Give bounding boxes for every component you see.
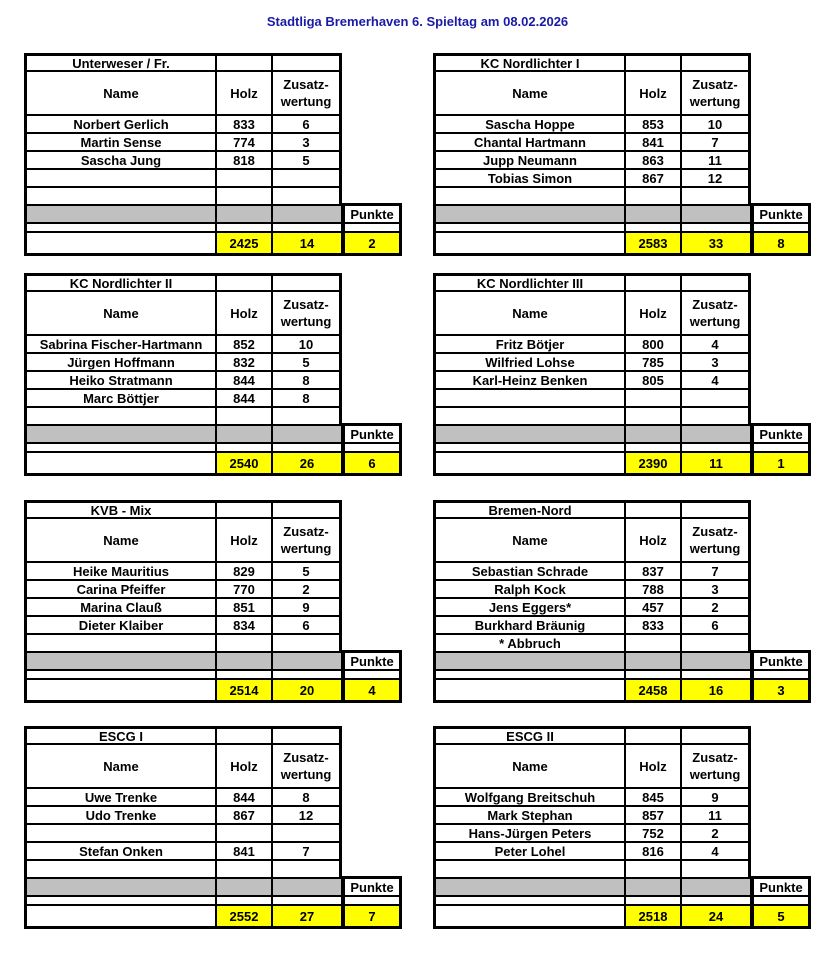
spacer-cell — [216, 443, 272, 452]
spacer-cell — [433, 223, 625, 232]
player-holz: 867 — [216, 806, 272, 824]
total-punkte: 4 — [342, 679, 402, 703]
player-holz: 829 — [216, 562, 272, 580]
header-holz: Holz — [216, 71, 272, 115]
player-zusatzwertung: 9 — [272, 598, 342, 616]
player-name — [24, 407, 216, 425]
empty-cell — [625, 726, 681, 744]
player-zusatzwertung: 5 — [272, 151, 342, 169]
separator-cell — [272, 652, 342, 670]
spacer-cell — [342, 443, 402, 452]
player-holz — [216, 169, 272, 187]
total-holz: 2458 — [625, 679, 681, 703]
player-holz: 857 — [625, 806, 681, 824]
separator-cell — [625, 205, 681, 223]
player-zusatzwertung: 8 — [272, 371, 342, 389]
empty-cell — [625, 500, 681, 518]
player-name: Peter Lohel — [433, 842, 625, 860]
player-holz — [216, 860, 272, 878]
separator-cell — [625, 878, 681, 896]
header-zusatz-line1: Zusatz- — [692, 750, 738, 765]
total-label-cell — [433, 452, 625, 476]
empty-cell — [681, 726, 751, 744]
spacer-cell — [216, 223, 272, 232]
player-zusatzwertung: 7 — [681, 562, 751, 580]
total-holz: 2583 — [625, 232, 681, 256]
player-name: Heiko Stratmann — [24, 371, 216, 389]
player-name: Chantal Hartmann — [433, 133, 625, 151]
total-label-cell — [24, 905, 216, 929]
separator-cell — [24, 205, 216, 223]
total-holz: 2518 — [625, 905, 681, 929]
header-punkte: Punkte — [342, 876, 402, 896]
player-zusatzwertung: 8 — [272, 788, 342, 806]
empty-cell — [216, 500, 272, 518]
spacer-cell — [751, 670, 811, 679]
player-holz — [625, 187, 681, 205]
separator-cell — [24, 425, 216, 443]
separator-cell — [272, 205, 342, 223]
player-name — [433, 407, 625, 425]
team-name: ESCG I — [24, 726, 216, 744]
spacer-cell — [272, 443, 342, 452]
header-name: Name — [433, 518, 625, 562]
total-zusatzwertung: 24 — [681, 905, 751, 929]
player-zusatzwertung — [681, 407, 751, 425]
player-name — [24, 634, 216, 652]
player-zusatzwertung: 6 — [272, 616, 342, 634]
player-name: Dieter Klaiber — [24, 616, 216, 634]
header-zusatz-line1: Zusatz- — [283, 524, 329, 539]
header-name: Name — [24, 744, 216, 788]
player-holz: 867 — [625, 169, 681, 187]
player-name: Jupp Neumann — [433, 151, 625, 169]
player-zusatzwertung: 2 — [681, 598, 751, 616]
spacer-cell — [681, 896, 751, 905]
player-holz: 841 — [216, 842, 272, 860]
player-holz: 845 — [625, 788, 681, 806]
player-name: Fritz Bötjer — [433, 335, 625, 353]
header-zusatzwertung — [681, 518, 751, 562]
total-zusatzwertung: 14 — [272, 232, 342, 256]
player-zusatzwertung: 7 — [681, 133, 751, 151]
header-name: Name — [433, 744, 625, 788]
empty-cell — [625, 53, 681, 71]
header-punkte: Punkte — [751, 203, 811, 223]
player-holz: 853 — [625, 115, 681, 133]
player-zusatzwertung: 3 — [272, 133, 342, 151]
player-name: Sabrina Fischer-Hartmann — [24, 335, 216, 353]
empty-cell — [272, 726, 342, 744]
header-zusatz-line2: wertung — [280, 314, 332, 329]
separator-cell — [681, 205, 751, 223]
player-holz: 844 — [216, 389, 272, 407]
separator-cell — [433, 425, 625, 443]
player-zusatzwertung — [272, 187, 342, 205]
total-zusatzwertung: 20 — [272, 679, 342, 703]
spacer-cell — [625, 443, 681, 452]
team-table — [433, 53, 813, 258]
total-zusatzwertung: 27 — [272, 905, 342, 929]
spacer-cell — [625, 670, 681, 679]
player-zusatzwertung: 5 — [272, 353, 342, 371]
separator-cell — [24, 652, 216, 670]
team-table — [24, 53, 404, 258]
header-zusatzwertung — [681, 744, 751, 788]
total-label-cell — [24, 679, 216, 703]
player-zusatzwertung: 12 — [681, 169, 751, 187]
player-holz: 816 — [625, 842, 681, 860]
player-name: Sebastian Schrade — [433, 562, 625, 580]
spacer-cell — [751, 896, 811, 905]
spacer-cell — [433, 670, 625, 679]
spacer-cell — [24, 223, 216, 232]
spacer-cell — [625, 223, 681, 232]
player-zusatzwertung: 8 — [272, 389, 342, 407]
player-holz — [216, 187, 272, 205]
separator-cell — [681, 652, 751, 670]
header-holz: Holz — [625, 291, 681, 335]
team-name: Bremen-Nord — [433, 500, 625, 518]
header-zusatzwertung — [272, 518, 342, 562]
header-zusatz-line1: Zusatz- — [283, 77, 329, 92]
empty-cell — [272, 273, 342, 291]
separator-cell — [216, 652, 272, 670]
header-zusatz-line2: wertung — [280, 541, 332, 556]
player-holz: 785 — [625, 353, 681, 371]
spacer-cell — [24, 896, 216, 905]
player-zusatzwertung: 6 — [272, 115, 342, 133]
total-punkte: 6 — [342, 452, 402, 476]
empty-cell — [272, 500, 342, 518]
header-punkte: Punkte — [342, 203, 402, 223]
team-table — [24, 500, 404, 705]
header-zusatzwertung — [681, 291, 751, 335]
header-holz: Holz — [216, 744, 272, 788]
header-name: Name — [24, 518, 216, 562]
header-zusatz-line1: Zusatz- — [692, 524, 738, 539]
player-zusatzwertung: 4 — [681, 335, 751, 353]
player-name: Sascha Jung — [24, 151, 216, 169]
header-holz: Holz — [625, 744, 681, 788]
total-punkte: 7 — [342, 905, 402, 929]
header-zusatz-line2: wertung — [689, 767, 741, 782]
header-holz: Holz — [625, 71, 681, 115]
player-zusatzwertung: 11 — [681, 806, 751, 824]
header-zusatzwertung — [681, 71, 751, 115]
player-zusatzwertung: 4 — [681, 371, 751, 389]
total-label-cell — [24, 232, 216, 256]
header-zusatz-line1: Zusatz- — [283, 750, 329, 765]
page-title: Stadtliga Bremerhaven 6. Spieltag am 08.02.2026 — [266, 14, 569, 29]
player-holz: 457 — [625, 598, 681, 616]
separator-cell — [24, 878, 216, 896]
total-holz: 2552 — [216, 905, 272, 929]
header-name: Name — [433, 291, 625, 335]
player-name: Burkhard Bräunig — [433, 616, 625, 634]
player-holz: 805 — [625, 371, 681, 389]
spacer-cell — [751, 223, 811, 232]
player-zusatzwertung — [681, 634, 751, 652]
player-name — [24, 860, 216, 878]
player-holz: 844 — [216, 371, 272, 389]
spacer-cell — [681, 223, 751, 232]
player-holz: 837 — [625, 562, 681, 580]
player-name: Jens Eggers* — [433, 598, 625, 616]
player-name: Mark Stephan — [433, 806, 625, 824]
player-zusatzwertung: 7 — [272, 842, 342, 860]
player-holz: 788 — [625, 580, 681, 598]
total-zusatzwertung: 11 — [681, 452, 751, 476]
player-holz: 752 — [625, 824, 681, 842]
total-punkte: 8 — [751, 232, 811, 256]
player-name: Marina Clauß — [24, 598, 216, 616]
team-name: KC Nordlichter II — [24, 273, 216, 291]
player-name: Martin Sense — [24, 133, 216, 151]
separator-cell — [433, 652, 625, 670]
spacer-cell — [272, 223, 342, 232]
total-holz: 2540 — [216, 452, 272, 476]
player-name: Hans-Jürgen Peters — [433, 824, 625, 842]
player-name: Udo Trenke — [24, 806, 216, 824]
separator-cell — [272, 425, 342, 443]
total-label-cell — [433, 232, 625, 256]
player-zusatzwertung — [272, 860, 342, 878]
total-zusatzwertung: 16 — [681, 679, 751, 703]
header-name: Name — [24, 71, 216, 115]
empty-cell — [681, 53, 751, 71]
player-holz: 852 — [216, 335, 272, 353]
spacer-cell — [272, 670, 342, 679]
player-name — [24, 187, 216, 205]
player-zusatzwertung — [272, 634, 342, 652]
separator-cell — [625, 425, 681, 443]
player-zusatzwertung: 3 — [681, 353, 751, 371]
header-holz: Holz — [625, 518, 681, 562]
player-name: Marc Böttjer — [24, 389, 216, 407]
player-name: Tobias Simon — [433, 169, 625, 187]
player-zusatzwertung: 6 — [681, 616, 751, 634]
player-name: Wilfried Lohse — [433, 353, 625, 371]
spacer-cell — [342, 896, 402, 905]
header-name: Name — [24, 291, 216, 335]
spacer-cell — [24, 670, 216, 679]
player-holz — [625, 860, 681, 878]
spacer-cell — [625, 896, 681, 905]
spacer-cell — [433, 443, 625, 452]
total-holz: 2390 — [625, 452, 681, 476]
player-name: Uwe Trenke — [24, 788, 216, 806]
header-punkte: Punkte — [751, 876, 811, 896]
team-name: KVB - Mix — [24, 500, 216, 518]
total-zusatzwertung: 26 — [272, 452, 342, 476]
player-holz: 841 — [625, 133, 681, 151]
total-holz: 2514 — [216, 679, 272, 703]
player-name — [24, 824, 216, 842]
header-punkte: Punkte — [751, 650, 811, 670]
header-zusatz-line1: Zusatz- — [692, 77, 738, 92]
player-holz — [625, 634, 681, 652]
player-zusatzwertung — [272, 824, 342, 842]
player-name: Carina Pfeiffer — [24, 580, 216, 598]
total-label-cell — [433, 905, 625, 929]
player-holz: 770 — [216, 580, 272, 598]
player-name — [433, 187, 625, 205]
spacer-cell — [342, 223, 402, 232]
empty-cell — [681, 273, 751, 291]
player-zusatzwertung: 11 — [681, 151, 751, 169]
empty-cell — [216, 53, 272, 71]
player-holz: 774 — [216, 133, 272, 151]
empty-cell — [625, 273, 681, 291]
player-holz: 833 — [216, 115, 272, 133]
header-name: Name — [433, 71, 625, 115]
player-name: Ralph Kock — [433, 580, 625, 598]
player-holz — [625, 407, 681, 425]
player-holz — [216, 634, 272, 652]
player-zusatzwertung: 12 — [272, 806, 342, 824]
team-table — [433, 273, 813, 478]
empty-cell — [216, 273, 272, 291]
player-name — [433, 389, 625, 407]
separator-cell — [681, 425, 751, 443]
team-name: KC Nordlichter III — [433, 273, 625, 291]
header-punkte: Punkte — [342, 423, 402, 443]
player-name: Norbert Gerlich — [24, 115, 216, 133]
header-zusatzwertung — [272, 291, 342, 335]
header-zusatz-line1: Zusatz- — [692, 297, 738, 312]
spacer-cell — [433, 896, 625, 905]
header-zusatz-line1: Zusatz- — [283, 297, 329, 312]
spacer-cell — [24, 443, 216, 452]
total-label-cell — [433, 679, 625, 703]
total-holz: 2425 — [216, 232, 272, 256]
player-holz — [216, 824, 272, 842]
player-name: Wolfgang Breitschuh — [433, 788, 625, 806]
separator-cell — [216, 205, 272, 223]
player-holz: 844 — [216, 788, 272, 806]
player-name: Heike Mauritius — [24, 562, 216, 580]
header-zusatz-line2: wertung — [689, 541, 741, 556]
player-zusatzwertung — [272, 169, 342, 187]
player-name: Jürgen Hoffmann — [24, 353, 216, 371]
header-holz: Holz — [216, 291, 272, 335]
header-zusatz-line2: wertung — [689, 314, 741, 329]
separator-cell — [433, 205, 625, 223]
player-zusatzwertung: 3 — [681, 580, 751, 598]
header-zusatz-line2: wertung — [689, 94, 741, 109]
player-zusatzwertung: 2 — [681, 824, 751, 842]
total-label-cell — [24, 452, 216, 476]
spacer-cell — [216, 896, 272, 905]
player-holz: 800 — [625, 335, 681, 353]
header-holz: Holz — [216, 518, 272, 562]
player-zusatzwertung — [681, 860, 751, 878]
player-holz: 863 — [625, 151, 681, 169]
spacer-cell — [751, 443, 811, 452]
team-name: KC Nordlichter I — [433, 53, 625, 71]
player-name — [433, 860, 625, 878]
player-zusatzwertung — [272, 407, 342, 425]
player-holz: 818 — [216, 151, 272, 169]
header-zusatz-line2: wertung — [280, 767, 332, 782]
player-name — [24, 169, 216, 187]
header-punkte: Punkte — [751, 423, 811, 443]
player-name: Karl-Heinz Benken — [433, 371, 625, 389]
player-holz: 832 — [216, 353, 272, 371]
player-holz — [625, 389, 681, 407]
spacer-cell — [216, 670, 272, 679]
player-zusatzwertung: 9 — [681, 788, 751, 806]
team-table — [24, 273, 404, 478]
spacer-cell — [681, 443, 751, 452]
team-table — [24, 726, 404, 931]
header-zusatz-line2: wertung — [280, 94, 332, 109]
player-name: * Abbruch — [433, 634, 625, 652]
header-punkte: Punkte — [342, 650, 402, 670]
player-zusatzwertung — [681, 389, 751, 407]
header-zusatzwertung — [272, 71, 342, 115]
total-punkte: 3 — [751, 679, 811, 703]
total-zusatzwertung: 33 — [681, 232, 751, 256]
separator-cell — [681, 878, 751, 896]
player-zusatzwertung: 2 — [272, 580, 342, 598]
player-zusatzwertung: 10 — [272, 335, 342, 353]
player-name: Stefan Onken — [24, 842, 216, 860]
separator-cell — [216, 425, 272, 443]
player-holz — [216, 407, 272, 425]
team-name: Unterweser / Fr. — [24, 53, 216, 71]
spacer-cell — [342, 670, 402, 679]
spacer-cell — [272, 896, 342, 905]
separator-cell — [272, 878, 342, 896]
total-punkte: 1 — [751, 452, 811, 476]
empty-cell — [681, 500, 751, 518]
player-zusatzwertung — [681, 187, 751, 205]
empty-cell — [216, 726, 272, 744]
total-punkte: 2 — [342, 232, 402, 256]
player-zusatzwertung: 5 — [272, 562, 342, 580]
empty-cell — [272, 53, 342, 71]
player-zusatzwertung: 10 — [681, 115, 751, 133]
player-holz: 834 — [216, 616, 272, 634]
spacer-cell — [681, 670, 751, 679]
player-zusatzwertung: 4 — [681, 842, 751, 860]
team-name: ESCG II — [433, 726, 625, 744]
separator-cell — [433, 878, 625, 896]
team-table — [433, 500, 813, 705]
header-zusatzwertung — [272, 744, 342, 788]
total-punkte: 5 — [751, 905, 811, 929]
team-table — [433, 726, 813, 931]
player-holz: 833 — [625, 616, 681, 634]
separator-cell — [625, 652, 681, 670]
separator-cell — [216, 878, 272, 896]
player-name: Sascha Hoppe — [433, 115, 625, 133]
player-holz: 851 — [216, 598, 272, 616]
